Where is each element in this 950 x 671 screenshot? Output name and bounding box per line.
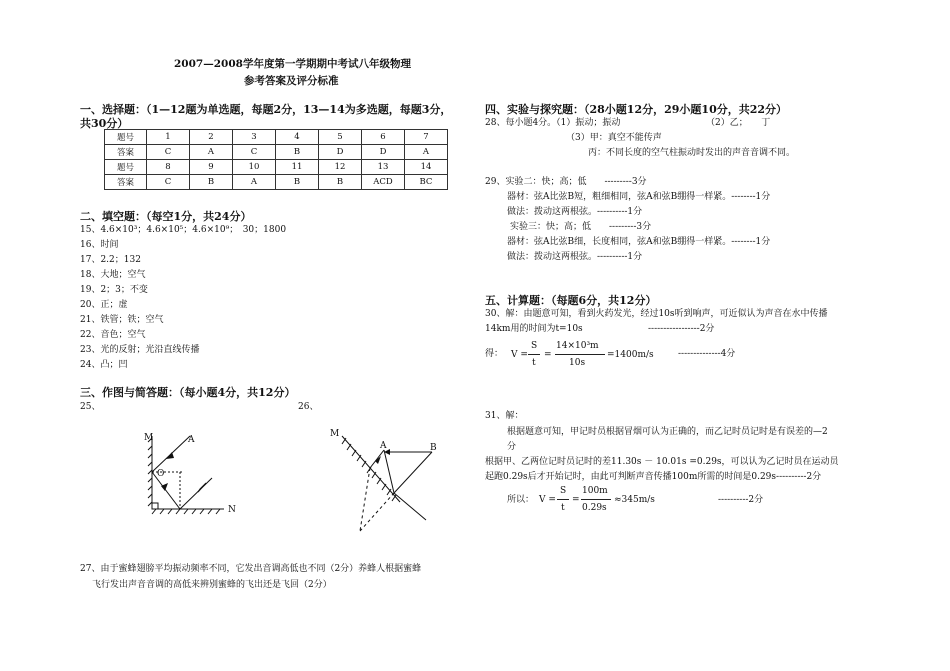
table-cell: 5 [319, 130, 362, 145]
question-30-numerator: 14×10³m [556, 341, 599, 351]
table-cell: 4 [276, 130, 319, 145]
table-cell: 11 [276, 160, 319, 175]
question-29-line3: 做法：拨动这两根弦。----------1分 [507, 207, 643, 217]
table-cell: 7 [405, 130, 448, 145]
section1-heading-cont: 共30分） [80, 117, 129, 130]
question-28-line2: （3）甲：真空不能传声 [566, 133, 662, 143]
figure-26-label-a: A [380, 441, 387, 451]
table-cell: A [190, 145, 233, 160]
question-31-line2: 分 [507, 442, 517, 452]
fraction-bar [528, 354, 540, 355]
table-cell: A [233, 175, 276, 190]
question-31-head: 31、解： [485, 411, 524, 421]
question-31-line3: 根据甲、乙两位记时员记时的差11.30s － 10.01s =0.29s，可以认为乙记时员在运动员 [485, 457, 839, 467]
table-cell: D [362, 145, 405, 160]
table-cell: BC [405, 175, 448, 190]
fill-answer-18: 18、大地；空气 [80, 270, 146, 280]
page-subtitle: 参考答案及评分标准 [244, 75, 339, 87]
figure-25-label-m: M [144, 433, 154, 443]
fraction-bar [557, 499, 569, 500]
question-25-label: 25、 [80, 402, 101, 412]
figure-25-label-a: A [188, 435, 195, 445]
question-27-line1: 27、由于蜜蜂翅膀平均振动频率不同，它发出音调高低也不同（2分）养蜂人根据蜜蜂 [80, 564, 422, 574]
question-31-denominator: 0.29s [582, 503, 607, 513]
table-cell: 6 [362, 130, 405, 145]
answer-table [104, 129, 448, 190]
question-28-line1a: 28、每小题4分。（1）振动；振动 [485, 118, 621, 128]
question-29-line5: 器材：弦A比弦B细，长度相同，弦A和弦B绷得一样紧。--------1分 [507, 237, 771, 247]
table-cell: 答案 [105, 145, 147, 160]
table-cell: 2 [190, 130, 233, 145]
table-row [105, 175, 448, 190]
table-cell: B [276, 175, 319, 190]
fill-answer-19: 19、2；3；不变 [80, 285, 148, 295]
table-cell: 14 [405, 160, 448, 175]
fraction-bar [555, 354, 605, 355]
fill-answer-20: 20、正；虚 [80, 300, 128, 310]
fill-answer-24: 24、凸；凹 [80, 360, 128, 370]
table-row [105, 130, 448, 145]
section1-heading: 一、选择题：（1—12题为单选题，每题2分，13—14为多选题，每题3分， [80, 103, 452, 116]
section3-heading: 三、作图与简答题：（每小题4分，共12分） [80, 386, 296, 399]
table-cell: C [147, 145, 190, 160]
table-cell: ACD [362, 175, 405, 190]
section4-heading: 四、实验与探究题：（28小题12分，29小题10分，共22分） [485, 103, 788, 116]
question-29-line4: 实验三：快；高；低 ---------3分 [510, 222, 652, 232]
question-31-line1: 根据题意可知，甲记时员根据冒烟可认为正确的，而乙记时员记时是有误差的—2 [507, 427, 828, 437]
question-30-v: V = [511, 350, 528, 360]
table-cell: 13 [362, 160, 405, 175]
question-30-score1: -----------------2分 [648, 324, 715, 334]
question-31-s: S [560, 486, 567, 496]
question-30-line2: 14km用的时间为t=10s [485, 324, 583, 334]
page-title: 2007—2008学年度第一学期期中考试八年级物理 [174, 58, 411, 70]
fill-answer-23: 23、光的反射；光沿直线传播 [80, 345, 200, 355]
table-cell: C [233, 145, 276, 160]
question-30-de: 得： [485, 349, 504, 359]
table-cell: C [147, 175, 190, 190]
question-31-eq: = [572, 495, 580, 505]
table-cell: 9 [190, 160, 233, 175]
question-27-line2: 飞行发出声音音调的高低来辨别蜜蜂的飞出还是飞回（2分） [92, 580, 332, 590]
table-cell: D [319, 145, 362, 160]
question-29-line6: 做法：拨动这两根弦。----------1分 [507, 252, 643, 262]
table-row [105, 160, 448, 175]
fill-answer-15: 15、4.6×10³；4.6×10⁵；4.6×10⁹； 30；1800 [80, 225, 287, 235]
table-cell: 8 [147, 160, 190, 175]
table-cell: 答案 [105, 175, 147, 190]
question-31-numerator: 100m [582, 486, 608, 496]
question-30-t: t [532, 358, 536, 368]
figure-26-label-m: M [330, 429, 340, 439]
question-28-line1b: （2）乙； 丁 [706, 118, 771, 128]
fraction-bar [581, 499, 611, 500]
figure-25-label-o: O [157, 469, 165, 479]
table-cell: A [405, 145, 448, 160]
question-28-line3: 丙：不同长度的空气柱振动时发出的声音音调不同。 [588, 148, 796, 158]
fill-answer-21: 21、铁管；铁；空气 [80, 315, 164, 325]
question-31-t: t [561, 503, 565, 513]
table-cell: B [190, 175, 233, 190]
section2-heading: 二、填空题：（每空1分，共24分） [80, 210, 252, 223]
table-cell: 12 [319, 160, 362, 175]
table-cell: 1 [147, 130, 190, 145]
question-29-line1: 29、实验二：快；高；低 ---------3分 [485, 177, 647, 187]
fill-answer-17: 17、2.2；132 [80, 255, 141, 265]
figure-25-label-n: N [228, 505, 236, 515]
table-row [105, 145, 448, 160]
question-30-eq: = [544, 350, 552, 360]
table-cell: 题号 [105, 160, 147, 175]
question-31-v: V = [539, 495, 556, 505]
question-30-s: S [531, 341, 538, 351]
table-cell: B [276, 145, 319, 160]
table-cell: B [319, 175, 362, 190]
question-30-denominator: 10s [569, 358, 586, 368]
question-30-line1: 30、解：由题意可知，看到火药发光，经过10s听到响声，可近似认为声音在水中传播 [485, 309, 828, 319]
question-31-score: ----------2分 [718, 495, 764, 505]
question-31-line4: 起跑0.29s后才开始记时，由此可判断声音传播100m所需的时间是0.29s----------2分 [485, 472, 822, 482]
question-30-result: =1400m/s [607, 350, 654, 360]
fill-answer-16: 16、时间 [80, 240, 119, 250]
question-26-label: 26、 [298, 402, 319, 412]
question-31-result: ≈345m/s [614, 495, 655, 505]
question-29-line2: 器材：弦A比弦B短，粗细相同，弦A和弦B绷得一样紧。--------1分 [507, 192, 771, 202]
figure-26-label-b: B [430, 443, 437, 453]
question-30-score2: --------------4分 [678, 349, 736, 359]
table-cell: 3 [233, 130, 276, 145]
fill-answer-22: 22、音色；空气 [80, 330, 146, 340]
section5-heading: 五、计算题：（每题6分，共12分） [485, 294, 657, 307]
table-cell: 题号 [105, 130, 147, 145]
question-31-so: 所以： [507, 495, 535, 505]
table-cell: 10 [233, 160, 276, 175]
